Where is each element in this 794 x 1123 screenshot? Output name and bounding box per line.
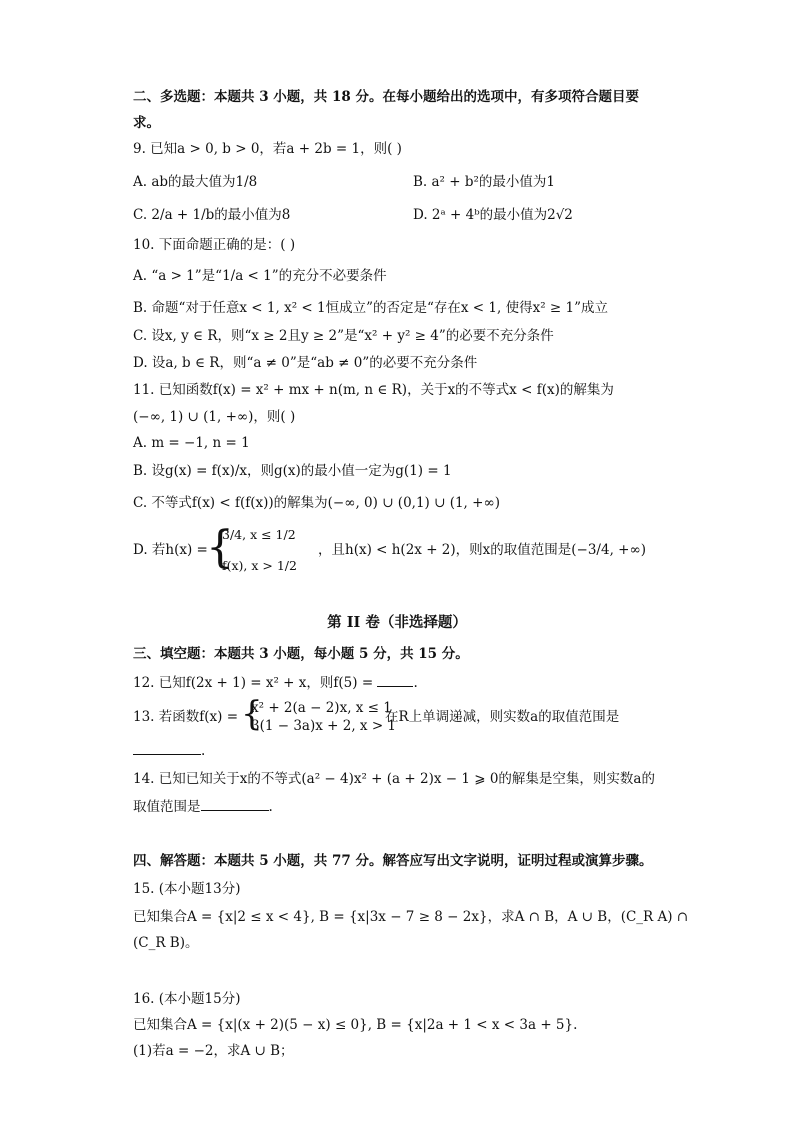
q12-text: 12. 已知f(2x + 1) = x² + x，则f(5) = bbox=[133, 675, 374, 691]
section4-heading: 四、解答题：本题共 5 小题，共 77 分。解答应写出文字说明，证明过程或演算步骤。 bbox=[133, 853, 653, 869]
q13-suffix: 在R上单调递减，则实数a的取值范围是 bbox=[385, 709, 620, 725]
q10-option-b: B. 命题“对于任意x < 1, x² < 1恒成立”的否定是“存在x < 1, 使得x² ≥ 1”成立 bbox=[133, 300, 608, 316]
q11-option-a: A. m = −1, n = 1 bbox=[133, 435, 250, 451]
q15-line2: (C_R B)。 bbox=[133, 935, 199, 951]
q9-stem: 9. 已知a > 0, b > 0，若a + 2b = 1，则( ) bbox=[133, 141, 402, 157]
q12-answer-blank bbox=[377, 674, 413, 687]
q10-stem: 10. 下面命题正确的是：( ) bbox=[133, 237, 296, 253]
section2-heading-line2: 求。 bbox=[133, 115, 160, 131]
q13-prefix: 13. 若函数f(x) = bbox=[133, 709, 239, 725]
q9-option-d: D. 2ᵃ + 4ᵇ的最小值为2√2 bbox=[413, 207, 573, 223]
q16-part1: (1)若a = −2，求A ∪ B； bbox=[133, 1043, 294, 1059]
q15-line1: 已知集合A = {x|2 ≤ x < 4}, B = {x|3x − 7 ≥ 8 − 2x}，求A ∩ B，A ∪ B，(C_R A) ∩ bbox=[133, 909, 689, 925]
q14-text: 取值范围是 bbox=[133, 799, 201, 815]
q13-answer-blank bbox=[133, 742, 201, 755]
q11-option-c: C. 不等式f(x) < f(f(x))的解集为(−∞, 0) ∪ (0,1) ∪ (1, +∞) bbox=[133, 495, 500, 511]
q13-case2: 3(1 − 3a)x + 2, x > 1 bbox=[251, 718, 397, 734]
q13-brace: { bbox=[241, 694, 263, 734]
q11-d-prefix: D. 若h(x) = bbox=[133, 542, 208, 558]
q10-option-d: D. 设a, b ∈ R，则“a ≠ 0”是“ab ≠ 0”的必要不充分条件 bbox=[133, 355, 478, 371]
q16-line1: 已知集合A = {x|(x + 2)(5 − x) ≤ 0}, B = {x|2a + 1 < x < 3a + 5}. bbox=[133, 1017, 578, 1033]
q9-option-a: A. ab的最大值为1/8 bbox=[133, 174, 258, 190]
q11-stem-line2: (−∞, 1) ∪ (1, +∞)，则( ) bbox=[133, 409, 296, 425]
q9-option-b: B. a² + b²的最小值为1 bbox=[413, 174, 556, 190]
q12-end: . bbox=[413, 675, 418, 691]
q11-d-brace: { bbox=[206, 522, 234, 573]
q11-d-case1: 3/4, x ≤ 1/2 bbox=[222, 527, 296, 542]
q11-d-suffix: ，且h(x) < h(2x + 2)，则x的取值范围是(−3/4, +∞) bbox=[318, 542, 646, 558]
q9-option-c: C. 2/a + 1/b的最小值为8 bbox=[133, 207, 291, 223]
part2-title: 第 II 卷（非选择题） bbox=[327, 614, 467, 631]
q11-d-case2: f(x), x > 1/2 bbox=[222, 558, 297, 573]
q13-case1: x² + 2(a − 2)x, x ≤ 1 bbox=[251, 700, 392, 716]
q14-line1: 14. 已知已知关于x的不等式(a² − 4)x² + (a + 2)x − 1 ⩾ 0的解集是空集，则实数a的 bbox=[133, 771, 655, 787]
q14-end: . bbox=[268, 799, 273, 815]
q16-score: 16. (本小题15分) bbox=[133, 991, 241, 1007]
q14-answer-blank bbox=[201, 798, 269, 811]
q10-option-c: C. 设x, y ∈ R，则“x ≥ 2且y ≥ 2”是“x² + y² ≥ 4”的必要不充分条件 bbox=[133, 328, 554, 344]
q12 bbox=[133, 674, 418, 692]
q13-end: . bbox=[201, 743, 206, 759]
q13-answer-line bbox=[133, 742, 205, 760]
section2-heading-line1: 二、多选题：本题共 3 小题，共 18 分。在每小题给出的选项中，有多项符合题目要 bbox=[133, 89, 639, 105]
q10-option-a: A. “a > 1”是“1/a < 1”的充分不必要条件 bbox=[133, 268, 387, 284]
q14-line2 bbox=[133, 798, 273, 816]
q15-score: 15. (本小题13分) bbox=[133, 881, 241, 897]
q11-option-b: B. 设g(x) = f(x)/x，则g(x)的最小值一定为g(1) = 1 bbox=[133, 463, 452, 479]
section3-heading: 三、填空题：本题共 3 小题，每小题 5 分，共 15 分。 bbox=[133, 646, 469, 662]
q11-stem-line1: 11. 已知函数f(x) = x² + mx + n(m, n ∈ R)，关于x的不等式x < f(x)的解集为 bbox=[133, 382, 614, 398]
